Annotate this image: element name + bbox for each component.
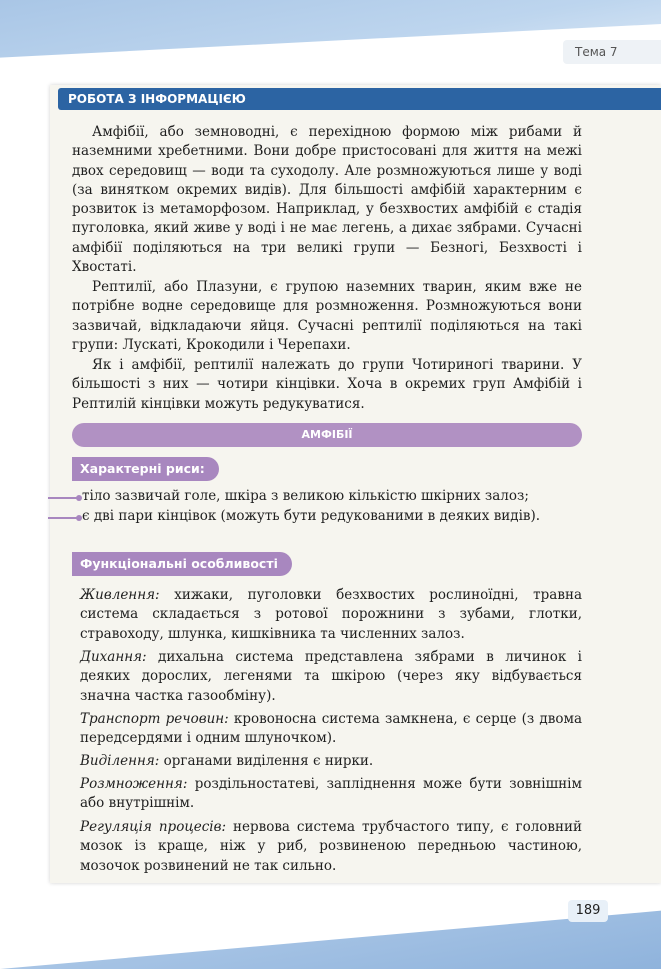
function-label: Розмноження: xyxy=(80,776,188,792)
paragraph-tetrapods: Як і амфібії, рептилії належать до групи Чотириногі тварини. У більшості з них — чотири кінцівки. Хоча в окремих груп Амфібій і Рептилій кінцівки можуть редукуватися. xyxy=(72,357,582,412)
traits-heading: Характерні риси: xyxy=(72,457,219,481)
function-reproduction xyxy=(80,775,582,814)
function-label: Регуляція процесів: xyxy=(80,819,227,835)
top-decorative-band xyxy=(0,0,661,80)
amphibia-heading: АМФІБІЇ xyxy=(72,423,582,447)
bullet-marker xyxy=(48,517,80,519)
function-transport xyxy=(80,710,582,749)
function-nutrition xyxy=(80,586,582,644)
paragraph-amphibians: Амфібії, або земноводні, є перехідною формою між рибами й наземними хребетними. Вони добре пристосовані для життя на межі двох середовищ — води та суходолу. Але розмножуються лише у воді (за винятком окремих видів). Для більшості амфібій характерним є розвиток із метаморфозом. Наприклад, у безхвостих амфібій є стадія пуголовка, який живе у воді і не має легень, а дихає зябрами. Сучасні амфібії поділяються на три великі групи — Безногі, Безхвості і Хвостаті. xyxy=(72,124,582,276)
function-label: Виділення: xyxy=(80,753,160,769)
trait-item: тіло зазвичай голе, шкіра з великою кількістю шкірних залоз; xyxy=(82,488,529,504)
function-text: хижаки, пуголовки безхвостих рослиноїдні, травна система складається з ротової порожнини з зубами, глотки, стравоходу, шлунка, кишківника та численних залоз. xyxy=(80,587,582,642)
function-text: кровоносна система замкнена, є серце (з двома передсердями і одним шлуночком). xyxy=(80,711,582,747)
function-text: органами виділення є нирки. xyxy=(159,753,374,769)
function-label: Живлення: xyxy=(80,587,160,603)
function-label: Транспорт речовин: xyxy=(80,711,229,727)
function-respiration xyxy=(80,648,582,706)
section-title: РОБОТА З ІНФОРМАЦІЄЮ xyxy=(58,88,661,110)
paragraph-reptiles: Рептилії, або Плазуни, є групою наземних тварин, яким вже не потрібне водне середовище для розмноження. Розмножуються вони зазвичай, відкладаючи яйця. Сучасні рептилії поділяються на такі групи: Лускаті, Крокодили і Черепахи. xyxy=(72,279,582,353)
functional-heading: Функціональні особливості xyxy=(72,552,292,576)
page-number: 189 xyxy=(568,900,608,922)
trait-item: є дві пари кінцівок (можуть бути редукованими в деяких видів). xyxy=(82,508,541,524)
function-text: дихальна система представлена зябрами в личинок і деяких дорослих, легенями та шкірою (через яку відбувається значна частка газообміну). xyxy=(80,649,582,704)
function-label: Дихання: xyxy=(80,649,147,665)
function-excretion xyxy=(80,752,582,771)
function-text: роздільностатеві, запліднення може бути зовнішнім або внутрішнім. xyxy=(80,776,582,812)
bullet-marker xyxy=(48,497,80,499)
bottom-decorative-band xyxy=(0,888,661,969)
function-regulation xyxy=(80,818,582,876)
function-text: нервова система трубчастого типу, є головний мозок із краще, ніж у риб, розвиненою передньою частиною, мозочок розвинений не так сильно. xyxy=(80,819,582,874)
theme-label: Тема 7 xyxy=(563,40,661,64)
